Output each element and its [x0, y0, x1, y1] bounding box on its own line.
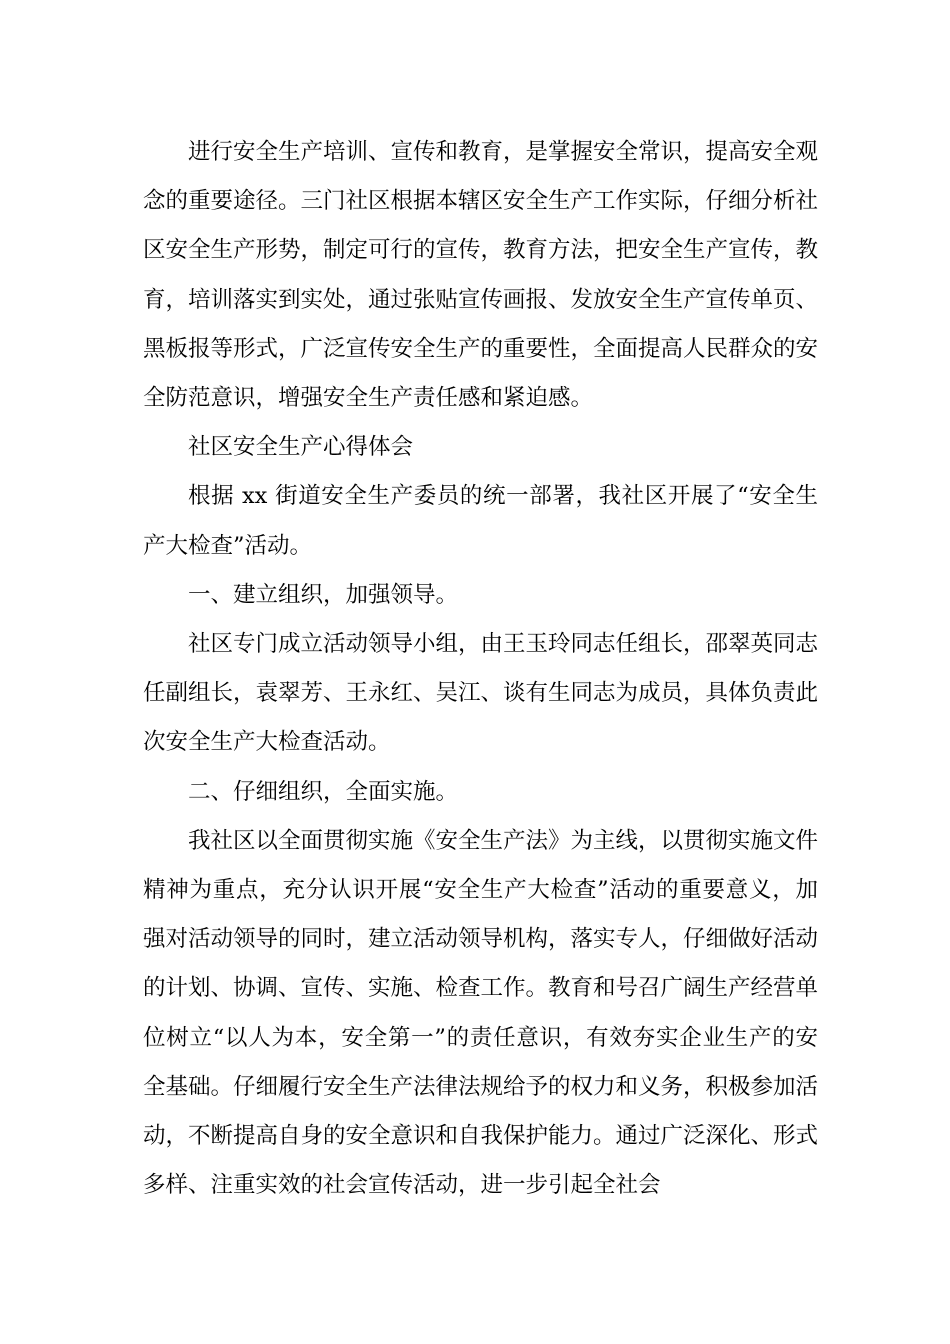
paragraph-implementation: 我社区以全面贯彻实施《安全生产法》为主线，以贯彻实施文件精神为重点，充分认识开展“安全生产大检查”活动的重要意义，加强对活动领导的同时，建立活动领导机构，落实专人，仔细做好活动的计划、协调、宣传、实施、检查工作。教育和号召广阔生产经营单位树立“以人为本，安全第一”的责任意识，有效夯实企业生产的安全基础。仔细履行安全生产法律法规给予的权力和义务，积极参加活动，不断提高自身的安全意识和自我保护能力。通过广泛深化、形式多样、注重实效的社会宣传活动，进一步引起全社会: [143, 827, 819, 1199]
document-body: [143, 128, 818, 1210]
section-title: 社区安全生产心得体会: [188, 434, 414, 461]
heading-careful-implementation: 二、仔细组织，全面实施。: [188, 778, 459, 805]
paragraph-deployment: 根据 xx 街道安全生产委员的统一部署，我社区开展了“安全生产大检查”活动。: [143, 483, 818, 559]
paragraph-leadership-group: 社区专门成立活动领导小组，由王玉玲同志任组长，邵翠英同志任副组长，袁翠芳、王永红、吴江、谈有生同志为成员，具体负责此次安全生产大检查活动。: [143, 631, 819, 756]
paragraph-safety-training: 进行安全生产培训、宣传和教育，是掌握安全常识，提高安全观念的重要途径。三门社区根据本辖区安全生产工作实际，仔细分析社区安全生产形势，制定可行的宣传，教育方法，把安全生产宣传，教育，培训落实到实处，通过张贴宣传画报、发放安全生产宣传单页、黑板报等形式，广泛宣传安全生产的重要性，全面提高人民群众的安全防范意识，增强安全生产责任感和紧迫感。: [143, 139, 819, 412]
heading-establish-organization: 一、建立组织，加强领导。: [188, 581, 459, 608]
